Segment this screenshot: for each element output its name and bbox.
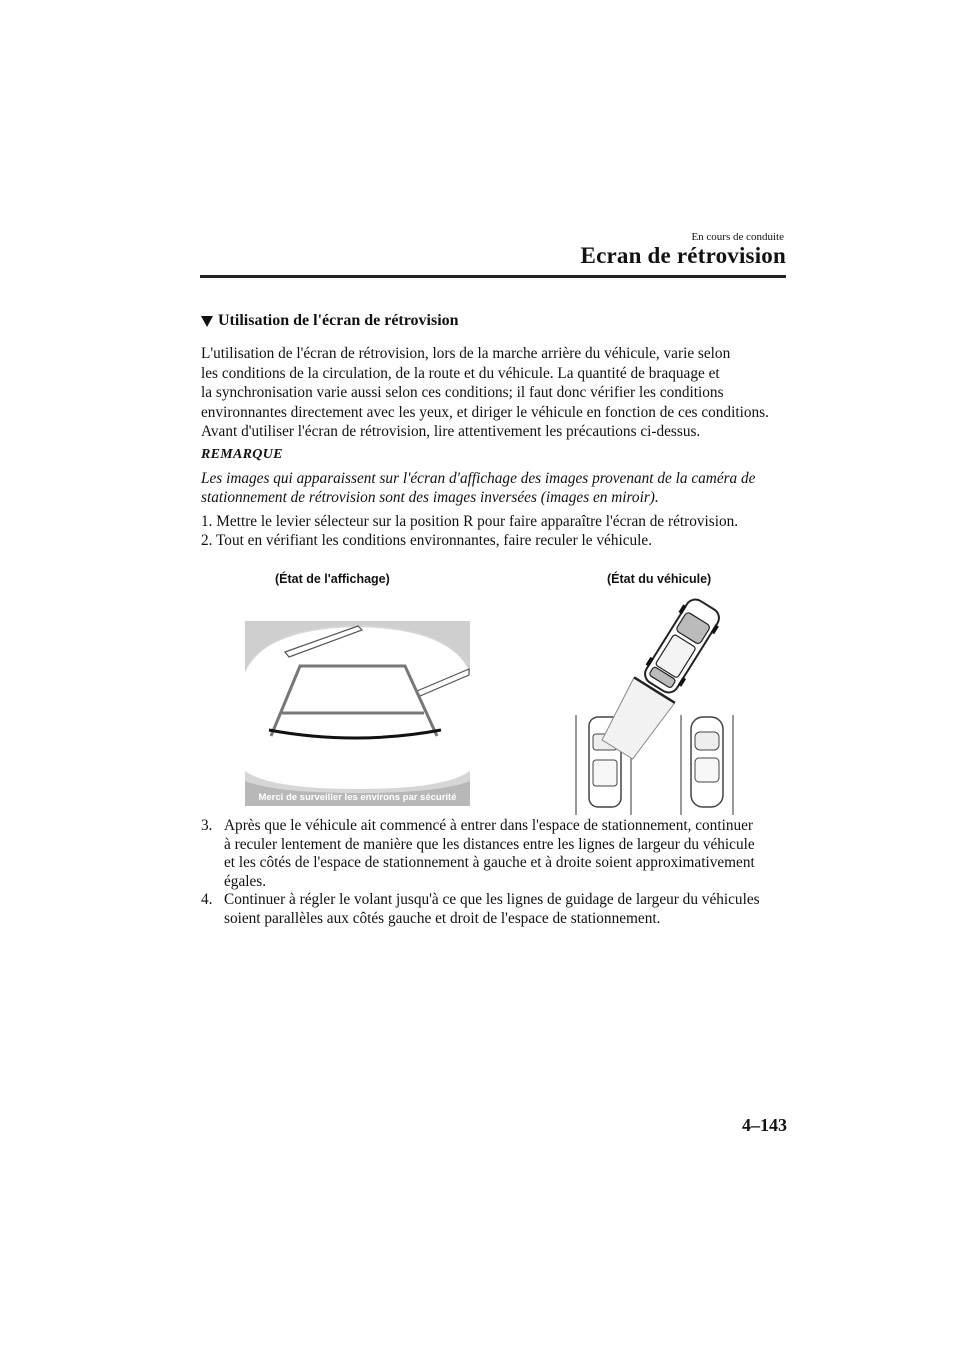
step-item: 1. Mettre le levier sélecteur sur la position R pour faire apparaître l'écran de rétrovision. (201, 513, 739, 530)
steps-list-a (201, 512, 738, 550)
step-text (224, 891, 760, 928)
step-line: soient parallèles aux côtés gauche et droit de l'espace de stationnement. (224, 909, 661, 927)
section-title (201, 312, 459, 330)
step-text (224, 817, 755, 891)
figure-label-display: (État de l'affichage) (275, 572, 390, 586)
step-item (201, 817, 760, 891)
header-rule (200, 275, 786, 278)
parking-illustration (560, 590, 760, 815)
screen-warning-message: Merci de surveiller les environs par sécurité (258, 792, 457, 803)
step-line: à reculer lentement de manière que les distances entre les lignes de largeur du véhicule (224, 835, 755, 853)
paragraph-line: Avant d'utiliser l'écran de rétrovision, lire attentivement les précautions ci-dessus. (201, 423, 701, 440)
step-line: Après que le véhicule ait commencé à entrer dans l'espace de stationnement, continuer (224, 817, 754, 834)
intro-paragraph (201, 344, 791, 442)
remarque-title: REMARQUE (201, 447, 283, 462)
header-section: En cours de conduite (691, 231, 784, 243)
paragraph-line: L'utilisation de l'écran de rétrovision, lors de la marche arrière du véhicule, varie selon (201, 345, 731, 362)
step-line: et les côtés de l'espace de stationnement à gauche et à droite soient approximativement (224, 854, 755, 871)
paragraph-line: la synchronisation varie aussi selon ces conditions; il faut donc vérifier les conditions (201, 384, 724, 401)
remarque-text (201, 469, 755, 507)
parking-vehicle-diagram (560, 590, 760, 815)
step-item: 2. Tout en vérifiant les conditions environnantes, faire reculer le véhicule. (201, 532, 653, 549)
camera-view-illustration (245, 621, 470, 806)
remarque-line: Les images qui apparaissent sur l'écran d'affichage des images provenant de la caméra de (201, 470, 756, 487)
step-line: égales. (224, 872, 267, 890)
paragraph-line: les conditions de la circulation, de la route et du véhicule. La quantité de braquage et (201, 364, 720, 382)
step-item (201, 891, 760, 928)
remarque-line: stationnement de rétrovision sont des images inversées (images en miroir). (201, 489, 659, 506)
rear-camera-display (245, 621, 470, 806)
parked-car-right-icon (691, 717, 723, 807)
step-number: 3. (201, 817, 213, 834)
page-number: 4–143 (742, 1115, 787, 1135)
step-line: Continuer à régler le volant jusqu'à ce que les lignes de guidage de largeur du véhicules (224, 891, 760, 908)
triangle-bullet-icon (201, 316, 213, 327)
paragraph-line: environnantes directement avec les yeux, et diriger le véhicule en fonction de ces conditions. (201, 403, 769, 421)
header-title: Ecran de rétrovision (580, 243, 786, 268)
section-title-text: Utilisation de l'écran de rétrovision (218, 312, 459, 329)
figure-label-vehicle: (État du véhicule) (607, 572, 712, 586)
steps-list-b (201, 817, 760, 928)
step-number: 4. (201, 891, 213, 908)
